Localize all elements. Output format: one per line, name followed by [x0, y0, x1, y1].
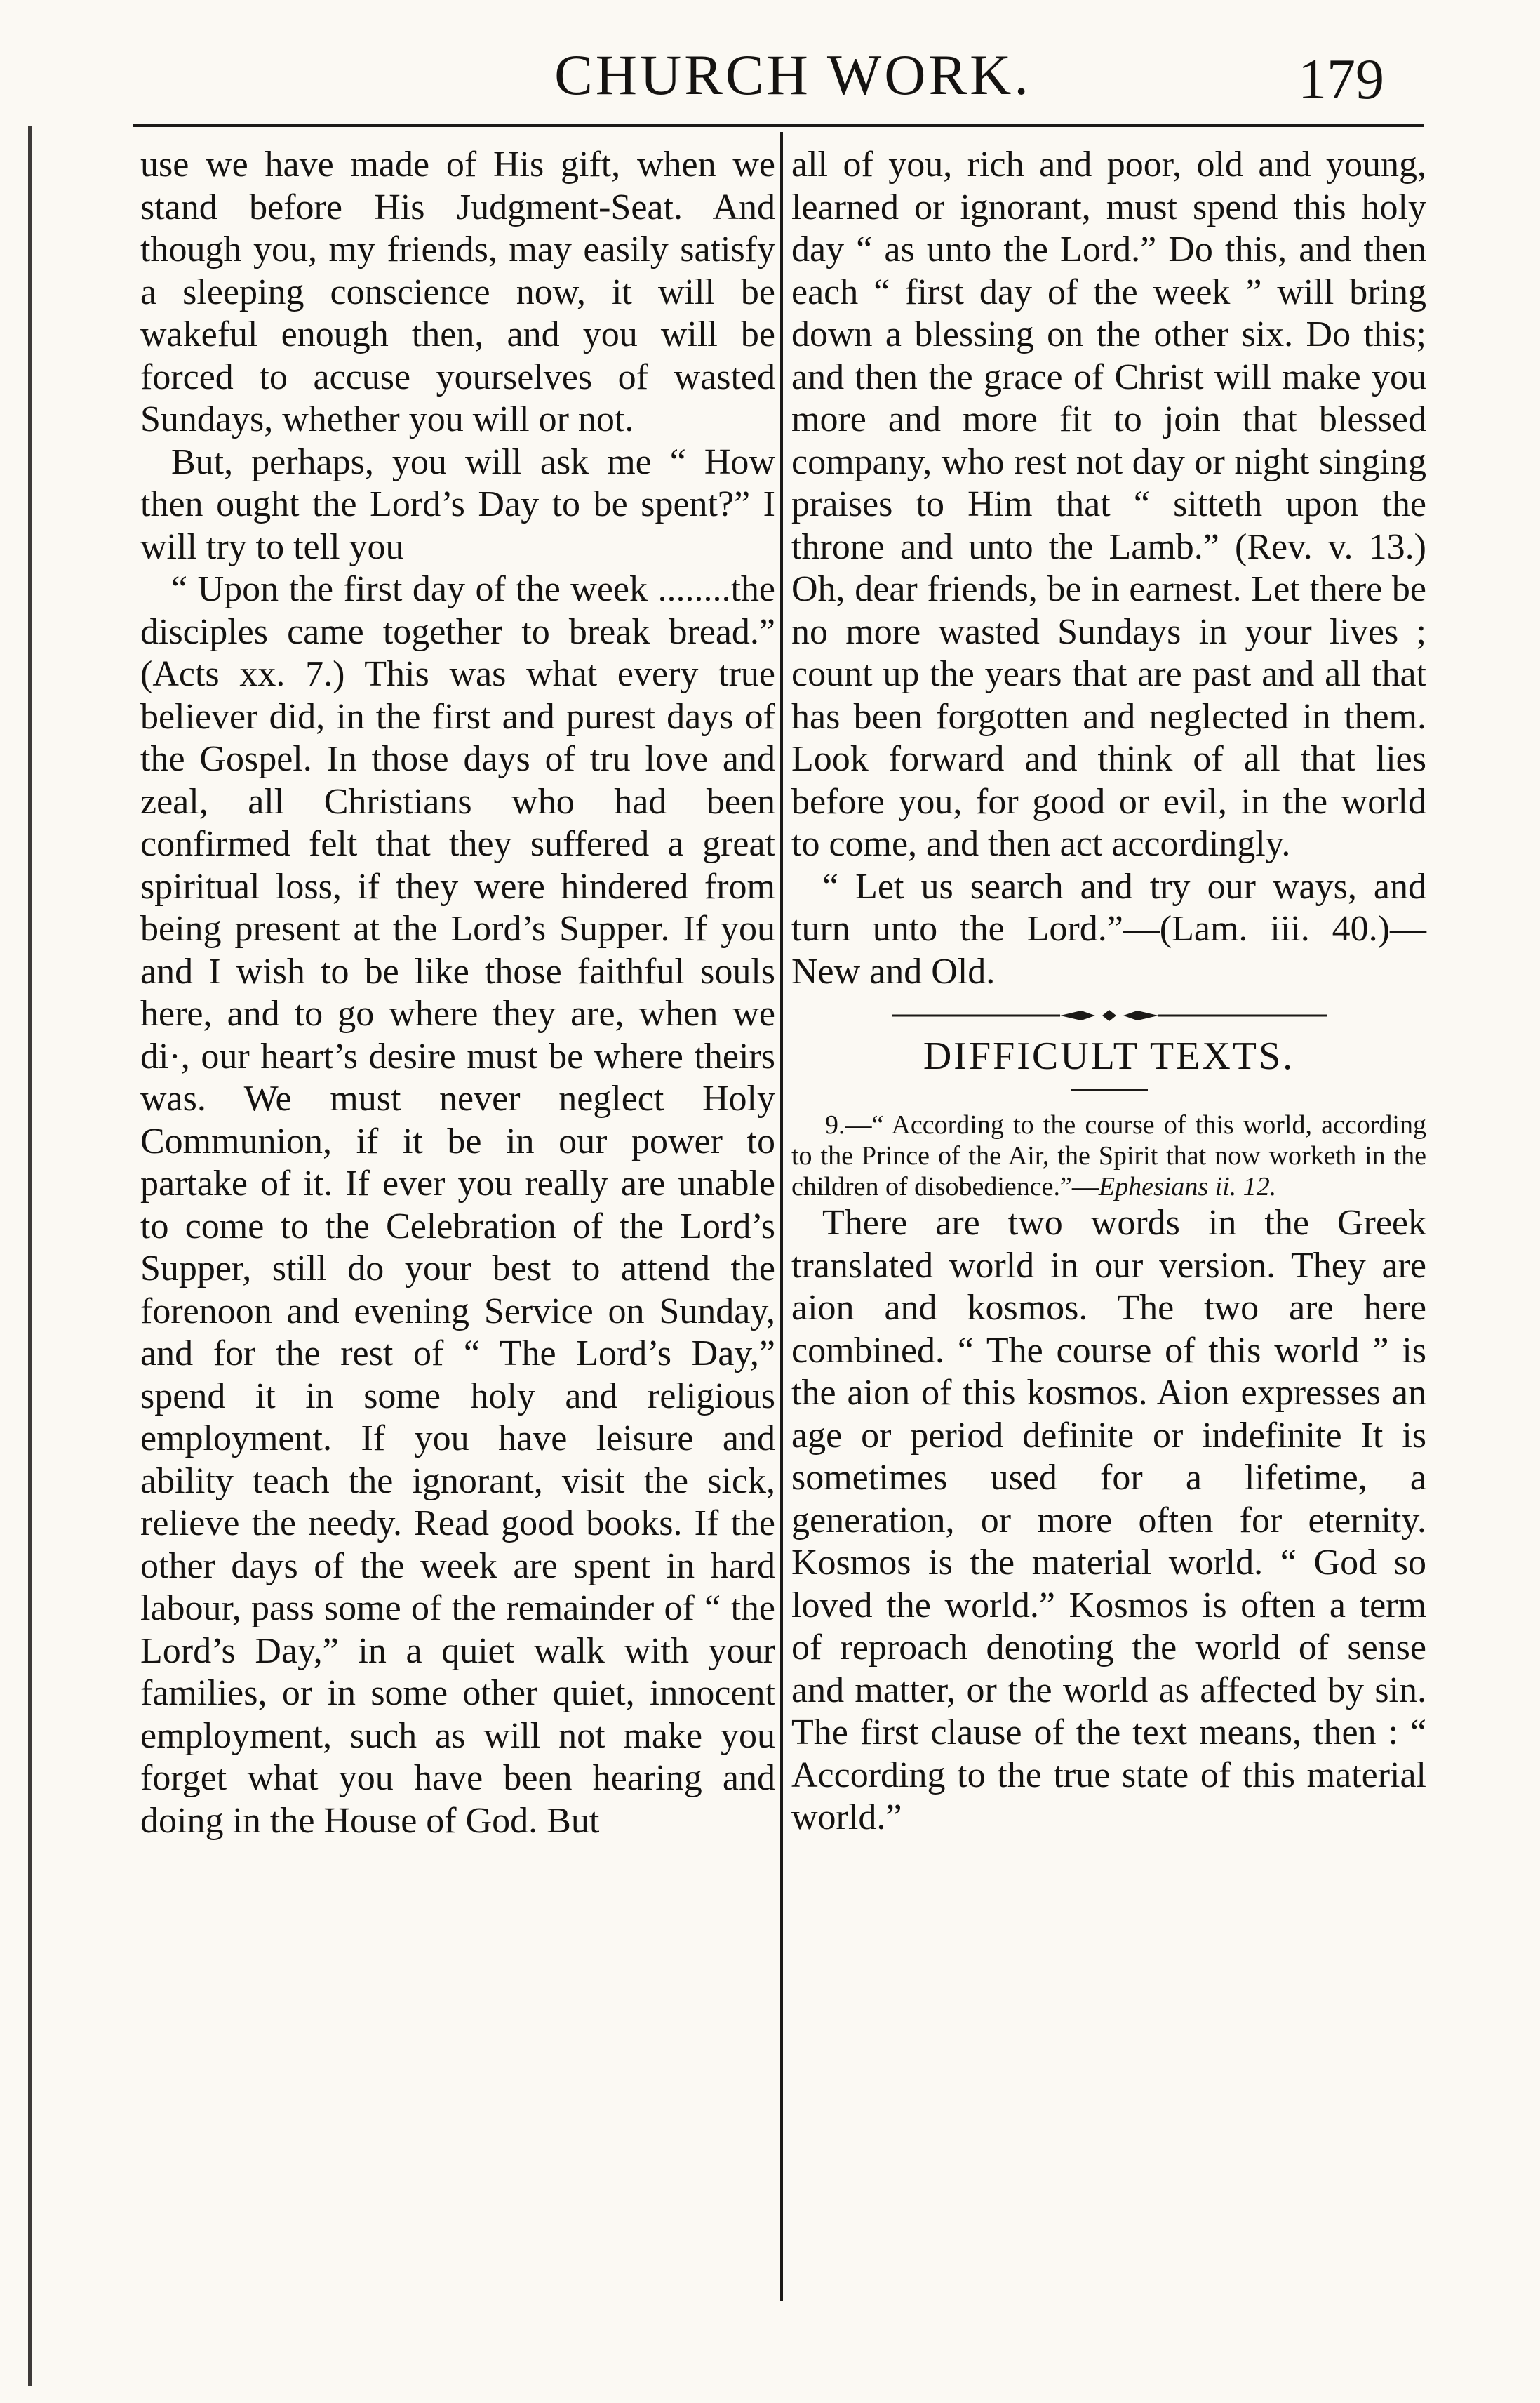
right-column	[791, 144, 1426, 1839]
section-heading: DIFFICULT TEXTS.	[923, 1034, 1295, 1078]
page-number: 179	[1298, 47, 1384, 111]
column-divider	[780, 132, 783, 2301]
left-paragraph-1: use we have made of His gift, when we stand before His Judgment-Seat. And though you, my friends, may easily satisfy a sleeping conscience now, it will be wakeful enough then, and you will be forced to accuse yourselves of wasted Sundays, whether you will or not.	[140, 145, 775, 439]
epigraph-reference: Ephesians ii. 12.	[1098, 1172, 1277, 1202]
left-paragraph-3: “ Upon the first day of the week ........the disciples came together to break bread.” (Acts xx. 7.) This was what every true believer did, in the first and purest days of the Gospel. In those days of tru love and zeal, all Christians who had been confirmed felt that they suffered a great spiritual loss, if they were hindered from being present at the Lord’s Supper. If you and I wish to be like those faithful souls here, and to go where they are, when we di·, our heart’s desire must be where theirs was. We must never neglect Holy Communion, if it be in our power to partake of it. If ever you really are unable to come to the Celebration of the Lord’s Supper, still do your best to attend the forenoon and evening Service on Sunday, and for the rest of “ The Lord’s Day,” spend it in some holy and religious employment. If you have leisure and ability teach the ignorant, visit the sick, relieve the needy. Read good books. If the other days of the week are spent in hard labour, pass some of the remainder of “ the Lord’s Day,” in a quiet walk with your families, or in some other quiet, innocent employment, such as will not make you forget what you have been hearing and doing in the House of God. But	[140, 569, 775, 1841]
right-paragraph-1: all of you, rich and poor, old and young, learned or ignorant, must spend this holy day “ as unto the Lord.” Do this, and then each “ first day of the week ” will bring down a blessing on the other six. Do this; and then the grace of Christ will make you more and more fit to join that blessed company, who rest not day or night singing praises to Him that “ sitteth upon the throne and unto the Lamb.” (Rev. v. 13.) Oh, dear friends, be in earnest. Let there be no more wasted Sundays in your lives ; count up the years that are past and all that has been forgotten and neglected in them. Look forward and think of all that lies before you, for good or evil, in the world to come, and then act accordingly.	[791, 145, 1426, 864]
running-header-title: CHURCH WORK.	[554, 43, 1031, 107]
ornamental-divider	[892, 1009, 1327, 1023]
left-paragraph-2: But, perhaps, you will ask me “ How then ought the Lord’s Day to be spent?” I will try to tell you	[140, 441, 775, 567]
page-edge-shadow	[28, 126, 32, 2386]
scripture-epigraph	[791, 1110, 1426, 1202]
right-body-paragraph: There are two words in the Greek translated world in our version. They are aion and kosmos. The two are here combined. “ The course of this world ” is the aion of this kosmos. Aion expresses an age or period definite or indefinite It is sometimes used for a lifetime, a generation, or more often for eternity. Kosmos is the material world. “ God so loved the world.” Kosmos is often a term of reproach denoting the world of sense and matter, or the world as affected by sin. The first clause of the text means, then : “ According to the true state of this material world.”	[791, 1203, 1426, 1837]
epigraph-text: 9.—“ According to the course of this world, according to the Prince of the Air, the Spirit that now worketh in the children of disobedience.”—	[791, 1110, 1426, 1202]
ornament-icon	[892, 1009, 1327, 1023]
left-column	[140, 144, 775, 1842]
header-rule	[133, 124, 1424, 127]
heading-rule	[1071, 1089, 1148, 1091]
right-paragraph-2: “ Let us search and try our ways, and turn unto the Lord.”—(Lam. iii. 40.)—New and Old.	[791, 866, 1426, 992]
